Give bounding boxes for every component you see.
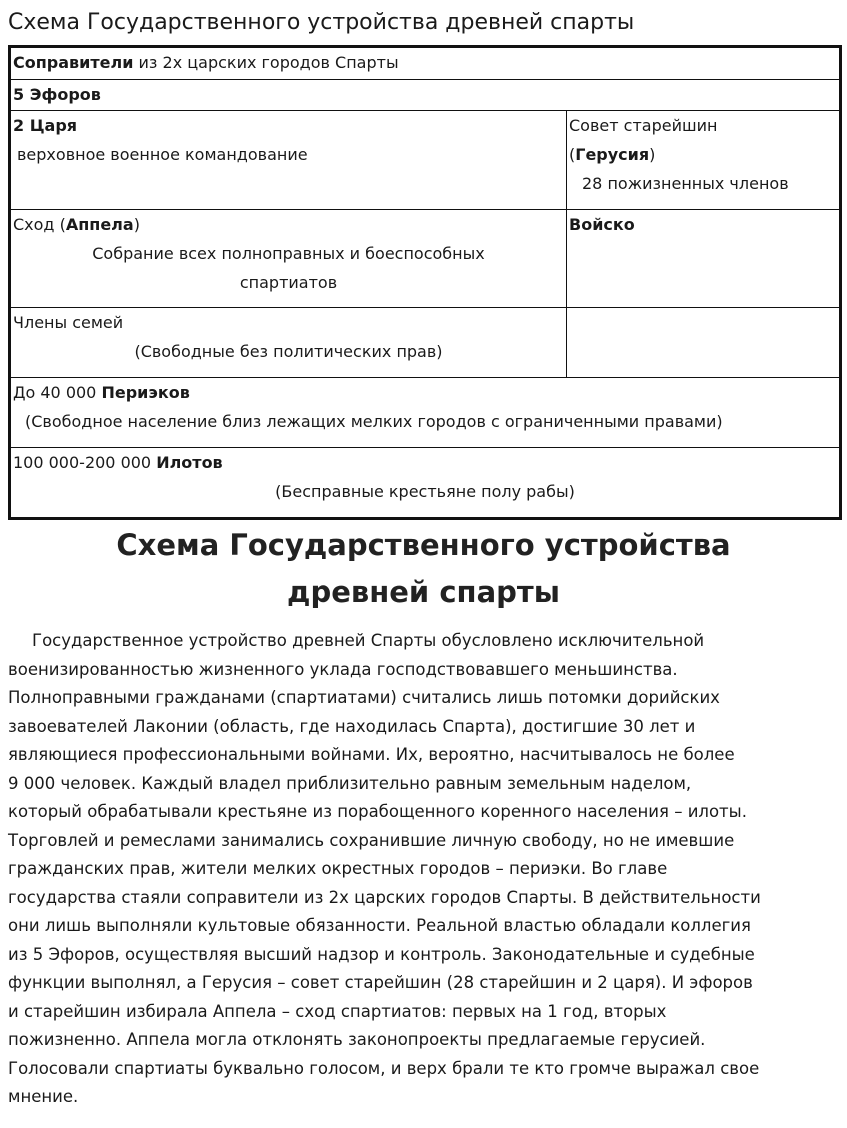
article-heading-line-2: древней спарты bbox=[287, 575, 560, 609]
ephors-label: 5 Эфоров bbox=[13, 85, 101, 104]
co-rulers-label: Соправители bbox=[13, 53, 134, 72]
army-cell bbox=[567, 210, 841, 308]
article-line: Голосовали спартиаты буквально голосом, и верх брали те кто громче выражал свое bbox=[8, 1058, 760, 1078]
article-body bbox=[8, 627, 847, 1112]
kings-label: 2 Царя bbox=[13, 116, 78, 135]
perioeci-row bbox=[10, 378, 841, 448]
article-line: военизированностью жизненного уклада господствовавшего меньшинства. bbox=[8, 659, 678, 679]
apella-label: Аппела bbox=[65, 215, 134, 234]
helots-description: (Бесправные крестьяне полу рабы) bbox=[275, 482, 575, 501]
article-line: и старейшин избирала Аппела – сход спартиатов: первых на 1 год, вторых bbox=[8, 1001, 667, 1021]
article-line: функции выполнял, а Герусия – совет старейшин (28 старейшин и 2 царя). И эфоров bbox=[8, 973, 753, 992]
kings-description: верховное военное командование bbox=[17, 145, 308, 164]
perioeci-prefix: До 40 000 bbox=[13, 383, 102, 402]
article-heading-line-1: Схема Государственного устройства bbox=[116, 528, 731, 562]
apella-description-2: спартиатов bbox=[239, 273, 338, 292]
ephors-row bbox=[10, 80, 841, 111]
article-line: государства стаяли соправители из 2х царских городов Спарты. В действительности bbox=[8, 887, 761, 907]
empty-cell bbox=[567, 308, 841, 378]
helots-row bbox=[10, 448, 841, 519]
article-line: который обрабатывали крестьяне из порабощенного коренного населения – илоты. bbox=[8, 802, 747, 821]
gerousia-description: 28 пожизненных членов bbox=[582, 174, 789, 193]
perioeci-label: Периэков bbox=[101, 383, 190, 402]
article-line: завоевателей Лаконии (область, где находилась Спарта), достигшие 30 лет и bbox=[8, 716, 696, 736]
gerousia-label: Герусия bbox=[575, 145, 650, 164]
article-line: Государственное устройство древней Спарты обусловлено исключительной bbox=[32, 631, 705, 650]
co-rulers-text: из 2х царских городов Спарты bbox=[133, 53, 399, 72]
co-rulers-row bbox=[10, 47, 841, 80]
article-line: 9 000 человек. Каждый владел приблизительно равным земельным наделом, bbox=[8, 773, 692, 793]
article-line: из 5 Эфоров, осуществляя высший надзор и контроль. Законодательные и судебные bbox=[8, 944, 755, 964]
apella-cell bbox=[10, 210, 567, 308]
helots-label: Илотов bbox=[156, 453, 223, 472]
article-line: пожизненно. Аппела могла отклонять законопроекты предлагаемые герусией. bbox=[8, 1030, 706, 1049]
article-line: гражданских прав, жители мелких окрестных городов – периэки. Во главе bbox=[8, 859, 668, 878]
families-description: (Свободные без политических прав) bbox=[134, 342, 443, 361]
gerousia-title: Совет старейшин bbox=[569, 116, 718, 135]
apella-prefix: Сход ( bbox=[13, 215, 66, 234]
article-line: мнение. bbox=[8, 1087, 79, 1106]
article-line: являющиеся профессиональными войнами. Их, вероятно, насчитывалось не более bbox=[8, 745, 735, 764]
article-heading bbox=[0, 522, 847, 616]
apella-close-paren: ) bbox=[133, 215, 140, 234]
article-line: Полноправными гражданами (спартиатами) считались лишь потомки дорийских bbox=[8, 688, 720, 707]
gerousia-cell bbox=[567, 111, 841, 210]
article-line: они лишь выполняли культовые обязанности. Реальной властью обладали коллегия bbox=[8, 916, 751, 935]
perioeci-description: (Свободное население близ лежащих мелких городов с ограниченными правами) bbox=[25, 412, 723, 431]
article-line: Торговлей и ремеслами занимались сохранившие личную свободу, но не имевшие bbox=[8, 830, 735, 850]
apella-description-1: Собрание всех полноправных и боеспособных bbox=[92, 244, 485, 263]
families-cell bbox=[10, 308, 567, 378]
helots-prefix: 100 000-200 000 bbox=[13, 453, 157, 472]
page-title: Схема Государственного устройства древней спарты bbox=[8, 10, 635, 35]
gerousia-open-paren: ( bbox=[569, 145, 576, 164]
state-structure-table bbox=[8, 45, 842, 520]
kings-cell bbox=[10, 111, 567, 210]
families-title: Члены семей bbox=[13, 313, 124, 332]
gerousia-close-paren: ) bbox=[649, 145, 656, 164]
army-label: Войско bbox=[569, 215, 635, 234]
